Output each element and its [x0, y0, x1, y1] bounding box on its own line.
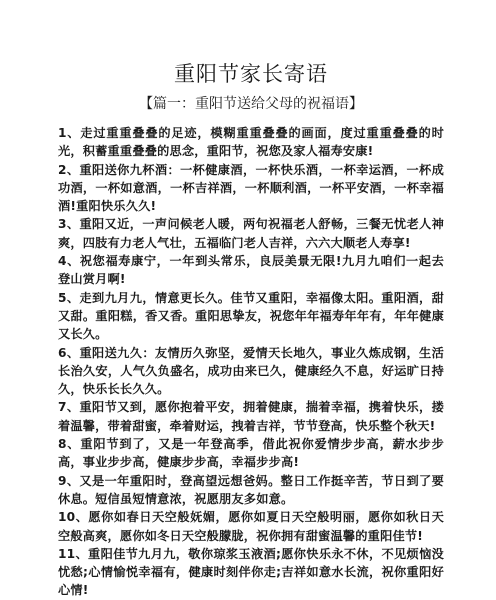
- document-title: 重阳节家长寄语: [174, 62, 328, 86]
- paragraph-4: 4、祝您福寿康宁，一年到头常乐，良辰美景无限!九月九咱们一起去登山赏月啊!: [58, 254, 444, 287]
- paragraph-8: 8、重阳节到了，又是一年登高季，借此祝你爱情步步高，薪水步步高，事业步步高，健康步步高，幸福步步高!: [58, 437, 444, 470]
- paragraph-10: 10、愿你如春日天空般妩媚，愿你如夏日天空般明丽，愿你如秋日天空般高爽，愿你如冬日天空般朦胧，祝你拥有甜蜜温馨的重阳佳节!: [58, 510, 444, 543]
- paragraph-list: [58, 124, 444, 600]
- paragraph-9: 9、又是一年重阳时，登高望远想爸妈。整日工作挺辛苦，节日到了要休息。短信虽短情意浓，祝愿朋友多如意。: [58, 473, 444, 506]
- paragraph-1: 1、走过重重叠叠的足迹，模糊重重叠叠的画面，度过重重叠叠的时光，积蓄重重叠叠的思念，重阳节，祝您及家人福寿安康!: [58, 126, 444, 159]
- paragraph-5: 5、走到九月九，情意更长久。佳节又重阳，幸福像太阳。重阳酒，甜又甜。重阳糕，香又香。重阳思挚友，祝您年年福寿年年有，年年健康又长久。: [58, 290, 444, 342]
- paragraph-3: 3、重阳又近，一声问候老人暖，两句祝福老人舒畅，三餐无忧老人神爽，四肢有力老人气壮，五福临门老人吉祥，六六大顺老人寿享!: [58, 217, 444, 250]
- paragraph-11: 11、重阳佳节九月九，敬你琼浆玉液酒;愿你快乐永不休，不见烦恼没忧愁;心情愉悦幸福有，健康时刻伴你走;吉祥如意水长流，祝你重阳好心情!: [58, 546, 444, 598]
- paragraph-2: 2、重阳送你九杯酒：一杯健康酒，一杯快乐酒，一杯幸运酒，一杯成功酒，一杯如意酒，一杯吉祥酒，一杯顺利酒，一杯平安酒，一杯幸福酒!重阳快乐久久!: [58, 162, 444, 214]
- paragraph-7: 7、重阳节又到，愿你抱着平安，拥着健康，揣着幸福，携着快乐，搂着温馨，带着甜蜜，牵着财运，拽着吉祥，节节登高，快乐整个秋天!: [58, 400, 444, 433]
- section-heading: 【篇一：重阳节送给父母的祝福语】: [139, 96, 363, 112]
- paragraph-6: 6、重阳送九久：友情历久弥坚，爱情天长地久，事业久炼成钢，生活长治久安，人气久负盛名，成功由来已久，健康经久不息，好运旷日持久，快乐长长久久。: [58, 345, 444, 397]
